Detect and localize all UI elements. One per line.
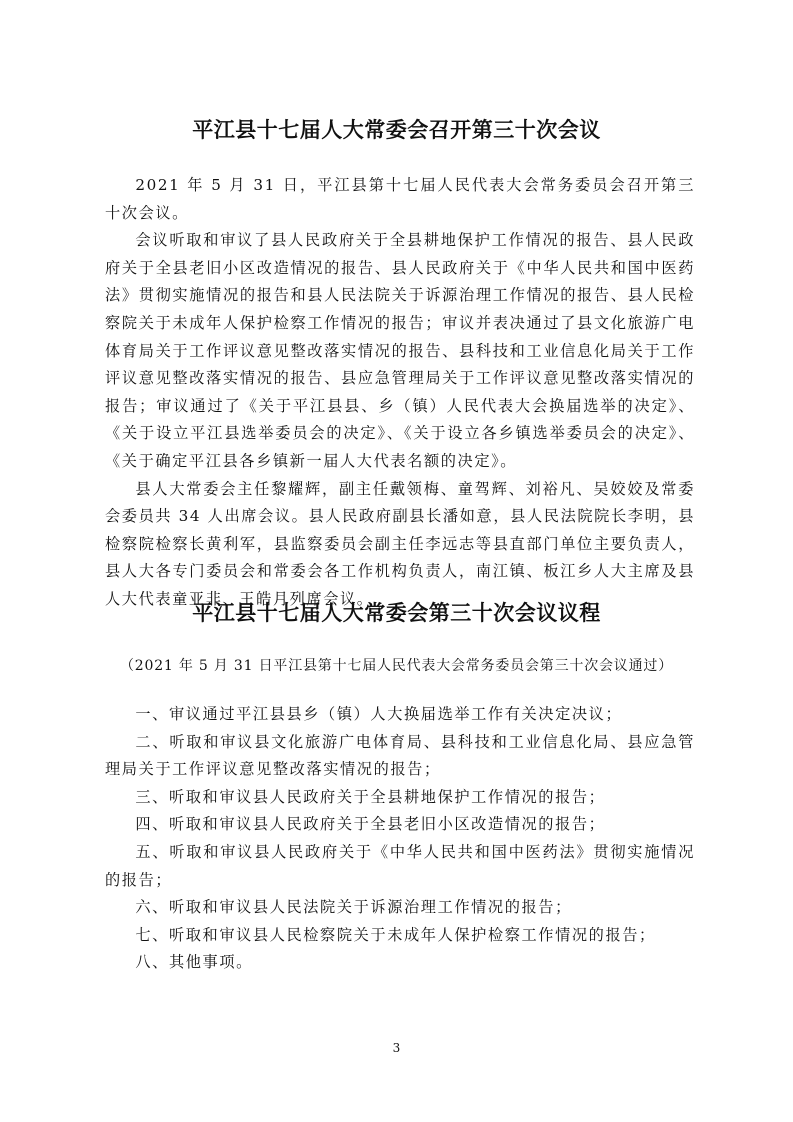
agenda-item: 三、听取和审议县人民政府关于全县耕地保护工作情况的报告； [135, 787, 606, 806]
agenda-item: 七、听取和审议县人民检察院关于未成年人保护检察工作情况的报告； [135, 925, 656, 944]
agenda-item: 一、审议通过平江县县乡（镇）人大换届选举工作有关决定决议； [135, 705, 623, 723]
page-number: 3 [392, 1041, 401, 1055]
agenda-title: 平江县十七届人大常委会第三十次会议议程 [192, 601, 601, 625]
agenda-item: 五、听取和审议县人民政府关于《中华人民共和国中医药法》贯彻实施情况的报告； [105, 842, 695, 889]
document-body [105, 172, 695, 614]
paragraph-agenda-summary: 会议听取和审议了县人民政府关于全县耕地保护工作情况的报告、县人民政府关于全县老旧小区改造情况的报告、县人民政府关于《中华人民共和国中医药法》贯彻实施情况的报告和县人民法院关于诉源治理工作情况的报告、县人民检察院关于未成年人保护检察工作情况的报告；审议并表决通过了县文化旅游广电体育局关于工作评议意见整改落实情况的报告、县科技和工业信息化局关于工作评议意见整改落实情况的报告、县应急管理局关于工作评议意见整改落实情况的报告；审议通过了《关于平江县县、乡（镇）人民代表大会换届选举的决定》、《关于设立平江县选举委员会的决定》、《关于设立各乡镇选举委员会的决定》、《关于确定平江县各乡镇新一届人大代表名额的决定》。 [105, 231, 695, 470]
agenda-item: 二、听取和审议县文化旅游广电体育局、县科技和工业信息化局、县应急管理局关于工作评议意见整改落实情况的报告； [105, 732, 695, 779]
agenda-subtitle: （2021 年 5 月 31 日平江县第十七届人民代表大会常务委员会第三十次会议通过） [120, 658, 673, 674]
agenda-item: 八、其他事项。 [135, 953, 253, 972]
agenda-list [105, 701, 695, 977]
agenda-item: 四、听取和审议县人民政府关于全县老旧小区改造情况的报告； [135, 815, 606, 834]
paragraph-date: 2021 年 5 月 31 日，平江县第十七届人民代表大会常务委员会召开第三十次会议。 [105, 176, 695, 222]
document-title: 平江县十七届人大常委会召开第三十次会议 [192, 118, 601, 142]
agenda-item: 六、听取和审议县人民法院关于诉源治理工作情况的报告； [135, 898, 572, 917]
paragraph-attendees: 县人大常委会主任黎耀辉，副主任戴领梅、童驾辉、刘裕凡、吴姣姣及常委会委员共 34 人出席会议。县人民政府副县长潘如意，县人民法院院长李明，县检察院检察长黄利军，县监察委员会副主任李远志等县直部门单位主要负责人，县人大各专门委员会和常委会各工作机构负责人，南江镇、板江乡人大主席及县人大代表童亚非、王皓月列席会议。 [105, 479, 695, 608]
